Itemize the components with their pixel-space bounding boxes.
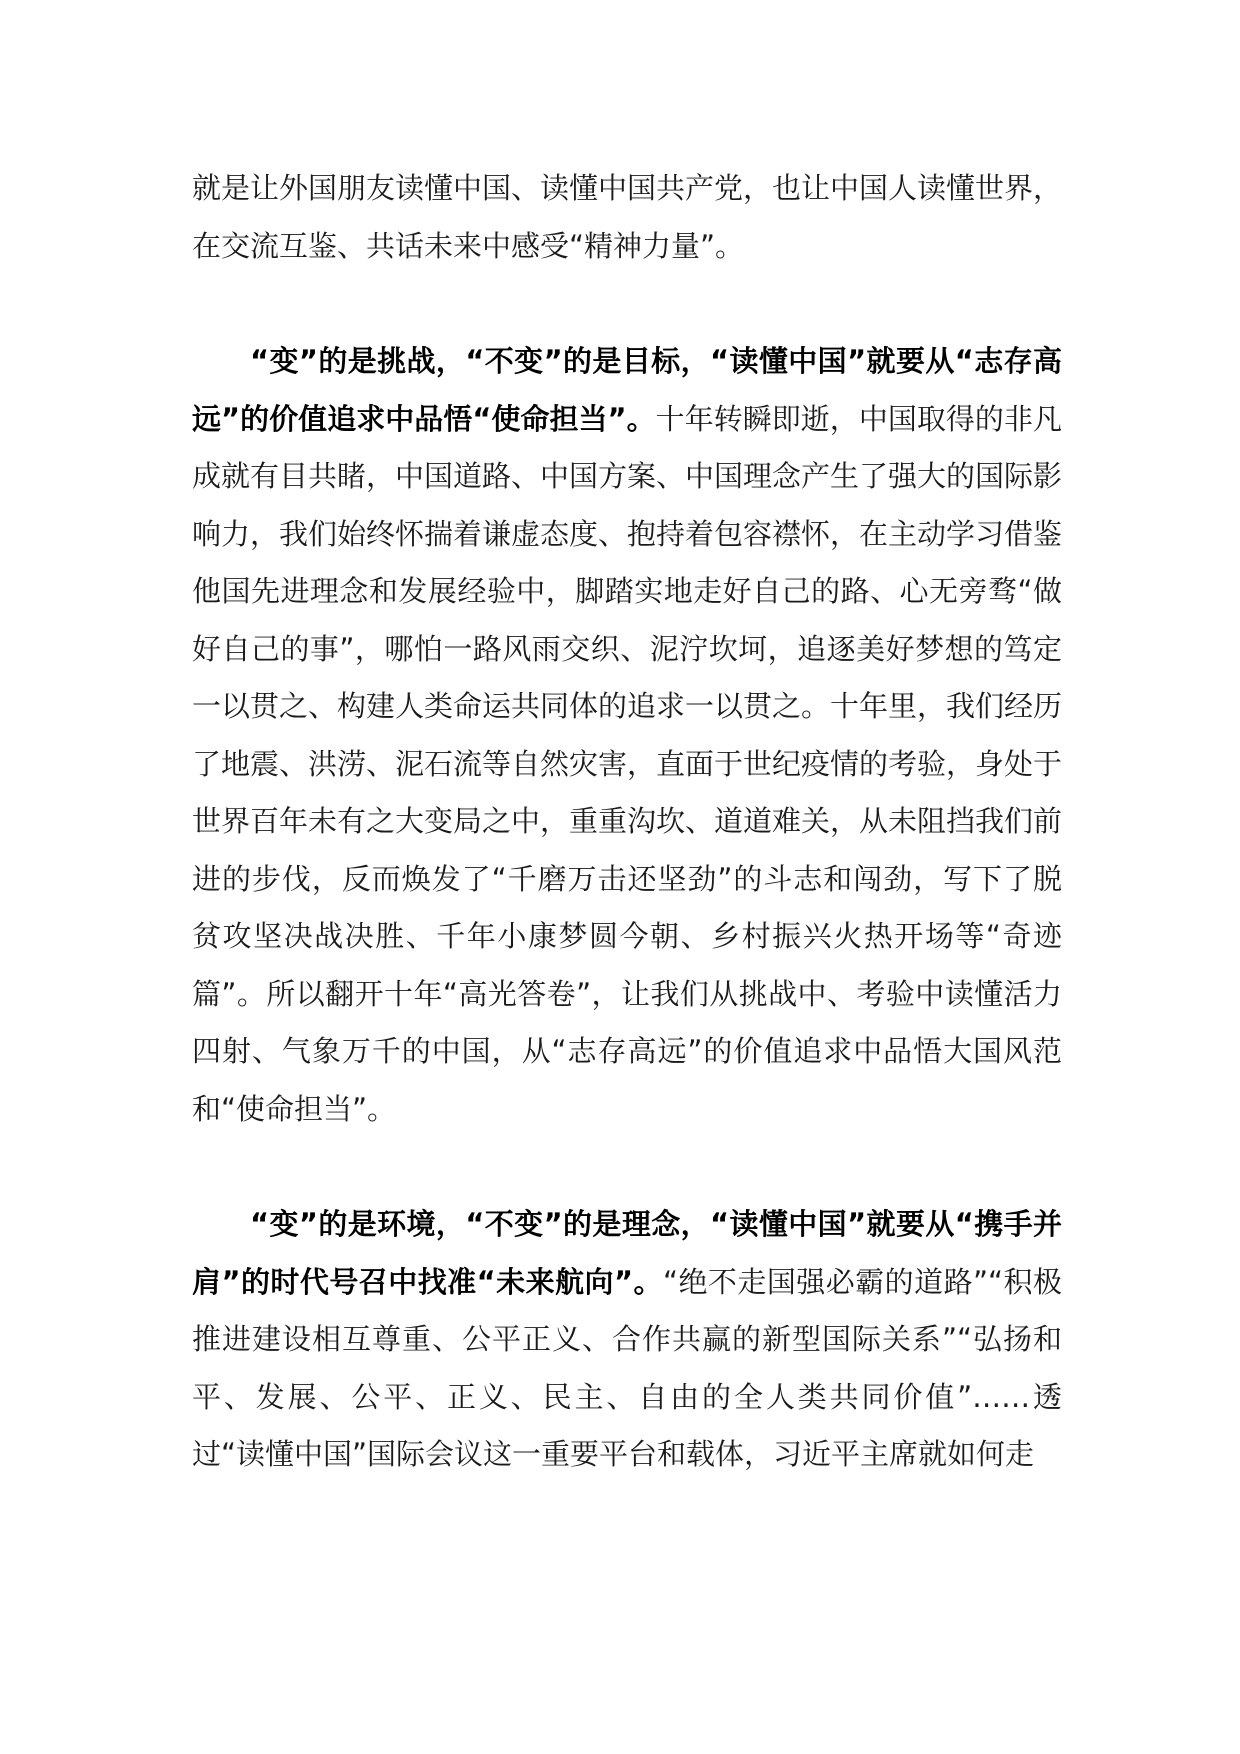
paragraph-3-lead: “变”的是环境，“不变”的是理念，“读懂中国”就要从“携手并肩”的时代号召中找准“未来航向”。 — [192, 1207, 1062, 1299]
paragraph-3-body: “绝不走国强必霸的道路”“积极推进建设相互尊重、公平正义、合作共赢的新型国际关系”“弘扬和平、发展、公平、正义、民主、自由的全人类共同价值”……透过“读懂中国”国际会议这一重要平台和载体，习近平主席就如何走 — [192, 1264, 1062, 1471]
paragraph-3 — [192, 1196, 1062, 1484]
paragraph-2 — [192, 333, 1062, 1138]
paragraph-1-body: 就是让外国朋友读懂中国、读懂中国共产党，也让中国人读懂世界，在交流互鉴、共话未来中感受“精神力量”。 — [192, 171, 1063, 263]
document-page — [192, 160, 1062, 1484]
paragraph-2-body: 十年转瞬即逝，中国取得的非凡成就有目共睹，中国道路、中国方案、中国理念产生了强大的国际影响力，我们始终怀揣着谦虚态度、抱持着包容襟怀，在主动学习借鉴他国先进理念和发展经验中，脚踏实地走好自己的路、心无旁骛“做好自己的事”，哪怕一路风雨交织、泥泞坎坷，追逐美好梦想的笃定一以贯之、构建人类命运共同体的追求一以贯之。十年里，我们经历了地震、洪涝、泥石流等自然灾害，直面于世纪疫情的考验，身处于世界百年未有之大变局之中，重重沟坎、道道难关，从未阻挡我们前进的步伐，反而焕发了“千磨万击还坚劲”的斗志和闯劲，写下了脱贫攻坚决战决胜、千年小康梦圆今朝、乡村振兴火热开场等“奇迹篇”。所以翻开十年“高光答卷”，让我们从挑战中、考验中读懂活力四射、气象万千的中国，从“志存高远”的价值追求中品悟大国风范和“使命担当”。 — [192, 401, 1063, 1126]
paragraph-1 — [192, 160, 1062, 275]
paragraph-2-lead: “变”的是挑战，“不变”的是目标，“读懂中国”就要从“志存高远”的价值追求中品悟“使命担当”。 — [192, 344, 1062, 436]
